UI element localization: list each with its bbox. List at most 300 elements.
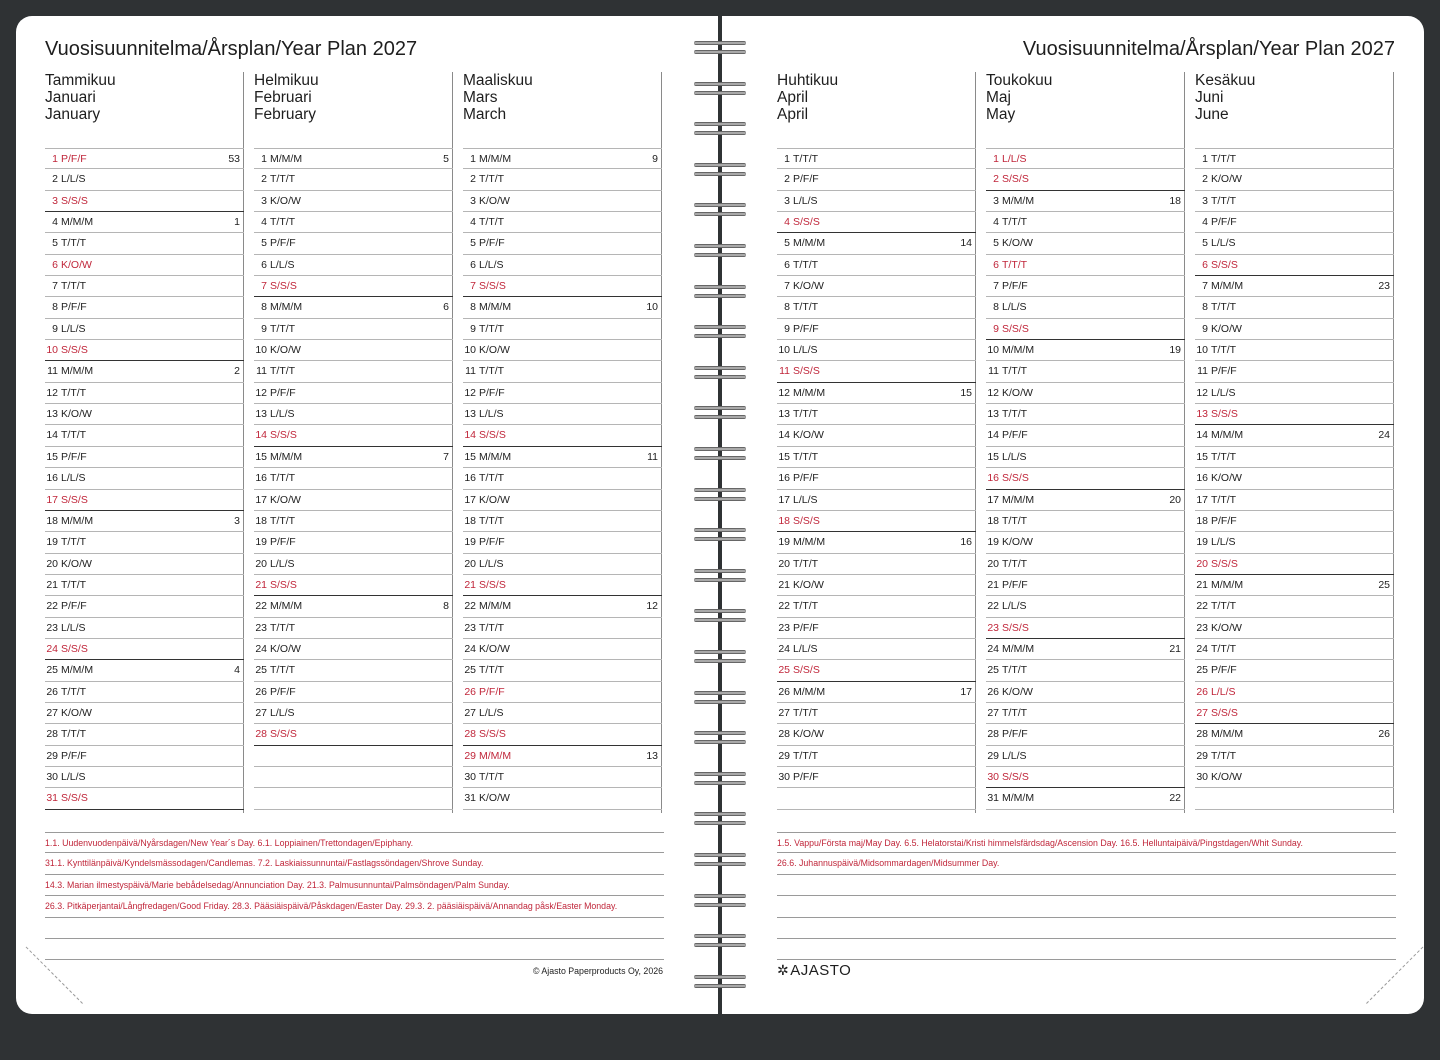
- binding-ring: [694, 487, 746, 503]
- day-row: [986, 767, 1185, 788]
- day-number: 13: [464, 408, 476, 421]
- day-row: [777, 596, 976, 617]
- week-number: 14: [960, 237, 972, 250]
- ring-wire: [694, 456, 746, 460]
- day-row: [986, 724, 1185, 745]
- month-name-line: June: [1195, 106, 1229, 123]
- day-number: 28: [1196, 728, 1208, 741]
- day-row: [986, 169, 1185, 190]
- day-row: [1195, 191, 1394, 212]
- day-number: 22: [778, 600, 790, 613]
- weekday-label: T/T/T: [793, 408, 819, 421]
- weekday-label: S/S/S: [479, 728, 506, 741]
- day-number: 24: [46, 642, 58, 655]
- day-number: 16: [464, 472, 476, 485]
- day-number: 26: [1196, 685, 1208, 698]
- day-number: 12: [464, 386, 476, 399]
- weekday-label: P/F/F: [270, 536, 296, 549]
- month-name-line: April: [777, 89, 809, 106]
- week-number: 7: [443, 450, 449, 463]
- day-row: [254, 703, 453, 724]
- weekday-label: L/L/S: [61, 770, 86, 783]
- day-row: [463, 404, 662, 425]
- day-row: [1195, 703, 1394, 724]
- day-row: [45, 554, 244, 575]
- note-line: [45, 875, 664, 896]
- ring-wire: [694, 812, 746, 816]
- day-number: 11: [256, 365, 267, 378]
- day-number: 28: [778, 728, 790, 741]
- day-row: [463, 297, 662, 318]
- week-number: 10: [646, 301, 658, 314]
- day-number: 25: [778, 664, 790, 677]
- day-row: [1195, 490, 1394, 511]
- weekday-label: M/M/M: [793, 536, 826, 549]
- day-row: [254, 788, 453, 809]
- day-row: [463, 575, 662, 596]
- day-number: 27: [46, 706, 58, 719]
- day-number: 13: [255, 408, 267, 421]
- day-list: [986, 148, 1185, 810]
- day-row: [254, 447, 453, 468]
- day-row: [1195, 554, 1394, 575]
- day-row: [1195, 447, 1394, 468]
- weekday-label: M/M/M: [793, 685, 826, 698]
- day-number: 20: [255, 557, 267, 570]
- day-number: 28: [46, 728, 58, 741]
- weekday-label: T/T/T: [1002, 408, 1028, 421]
- ring-wire: [694, 537, 746, 541]
- weekday-label: T/T/T: [479, 173, 505, 186]
- day-number: 8: [52, 301, 58, 314]
- weekday-label: T/T/T: [479, 514, 505, 527]
- ring-wire: [694, 41, 746, 45]
- day-row: [254, 660, 453, 681]
- day-row: [1195, 148, 1394, 169]
- weekday-label: T/T/T: [61, 386, 87, 399]
- day-list: [463, 148, 662, 810]
- binding-ring: [694, 608, 746, 624]
- weekday-label: K/O/W: [1002, 536, 1033, 549]
- day-row: [463, 703, 662, 724]
- ring-wire: [694, 618, 746, 622]
- weekday-label: T/T/T: [1002, 258, 1028, 271]
- day-row: [45, 255, 244, 276]
- weekday-label: S/S/S: [61, 493, 88, 506]
- weekday-label: L/L/S: [479, 258, 504, 271]
- day-row: [1195, 425, 1394, 446]
- day-number: 14: [987, 429, 999, 442]
- day-number: 29: [987, 749, 999, 762]
- weekday-label: T/T/T: [479, 770, 505, 783]
- day-row: [1195, 639, 1394, 660]
- day-number: 24: [1196, 642, 1208, 655]
- day-row: [1195, 618, 1394, 639]
- day-row: [777, 682, 976, 703]
- ring-wire: [694, 294, 746, 298]
- day-row: [254, 511, 453, 532]
- ring-wire: [694, 862, 746, 866]
- month-name-line: Mars: [463, 89, 498, 106]
- day-number: 30: [987, 770, 999, 783]
- note-line: [777, 875, 1396, 896]
- week-number: 9: [652, 153, 658, 165]
- ring-wire: [694, 447, 746, 451]
- day-number: 1: [784, 153, 790, 165]
- week-number: 23: [1378, 280, 1390, 293]
- weekday-label: M/M/M: [61, 365, 94, 378]
- day-number: 14: [778, 429, 790, 442]
- day-number: 3: [52, 194, 58, 207]
- day-number: 1: [470, 153, 476, 165]
- day-row: [986, 319, 1185, 340]
- day-row: [463, 447, 662, 468]
- holiday-note: 26.6. Juhannuspäivä/Midsommardagen/Midsummer Day.: [777, 858, 1000, 869]
- ring-wire: [694, 821, 746, 825]
- day-row: [777, 425, 976, 446]
- day-row: [777, 724, 976, 745]
- day-row: [986, 746, 1185, 767]
- day-row: [777, 746, 976, 767]
- day-row: [1195, 233, 1394, 254]
- weekday-label: S/S/S: [1002, 770, 1029, 783]
- weekday-label: M/M/M: [270, 450, 303, 463]
- day-number: 27: [1196, 706, 1208, 719]
- day-row: [254, 724, 453, 745]
- day-row: [777, 554, 976, 575]
- day-row: [777, 383, 976, 404]
- ring-wire: [694, 943, 746, 947]
- day-number: 29: [46, 749, 58, 762]
- day-number: 28: [255, 728, 267, 741]
- day-row: [463, 660, 662, 681]
- weekday-label: T/T/T: [1211, 749, 1237, 762]
- weekday-label: M/M/M: [1002, 493, 1035, 506]
- binding-ring: [694, 243, 746, 259]
- day-number: 13: [987, 408, 999, 421]
- weekday-label: S/S/S: [1211, 258, 1238, 271]
- copyright: © Ajasto Paperproducts Oy, 2026: [532, 966, 663, 976]
- day-row: [45, 575, 244, 596]
- day-row: [777, 788, 976, 809]
- weekday-label: K/O/W: [1002, 237, 1033, 250]
- month-name-line: Januari: [45, 89, 96, 106]
- note-line: [45, 918, 664, 939]
- day-number: 4: [993, 216, 999, 229]
- weekday-label: S/S/S: [270, 429, 297, 442]
- weekday-label: P/F/F: [1211, 216, 1237, 229]
- day-row: [254, 575, 453, 596]
- day-row: [1195, 212, 1394, 233]
- weekday-label: K/O/W: [61, 557, 92, 570]
- ring-wire: [694, 659, 746, 663]
- day-row: [777, 191, 976, 212]
- ring-wire: [694, 172, 746, 176]
- weekday-label: P/F/F: [270, 237, 296, 250]
- weekday-label: P/F/F: [270, 386, 296, 399]
- day-row: [777, 319, 976, 340]
- weekday-label: P/F/F: [793, 621, 819, 634]
- weekday-label: P/F/F: [1002, 429, 1028, 442]
- holiday-note: 14.3. Marian ilmestyspäivä/Marie bebådelsedag/Annunciation Day. 21.3. Palmusunnuntai/Palmsöndagen/Palm Sunday.: [45, 879, 510, 890]
- weekday-label: T/T/T: [1211, 194, 1237, 207]
- weekday-label: T/T/T: [1211, 153, 1237, 165]
- day-row: [254, 340, 453, 361]
- day-row: [45, 447, 244, 468]
- month-name-line: Helmikuu: [254, 72, 319, 89]
- day-number: 20: [46, 557, 58, 570]
- weekday-label: K/O/W: [270, 194, 301, 207]
- day-row: [45, 276, 244, 297]
- day-number: 9: [993, 322, 999, 335]
- day-number: 8: [261, 301, 267, 314]
- month-name-line: January: [45, 106, 101, 123]
- ring-wire: [694, 163, 746, 167]
- day-row: [45, 361, 244, 382]
- weekday-label: L/L/S: [479, 557, 504, 570]
- weekday-label: T/T/T: [793, 258, 819, 271]
- day-number: 15: [46, 450, 58, 463]
- day-row: [254, 468, 453, 489]
- day-number: 10: [46, 344, 58, 357]
- day-row: [1195, 169, 1394, 190]
- ring-wire: [694, 375, 746, 379]
- weekday-label: T/T/T: [270, 472, 296, 485]
- day-number: 3: [784, 194, 790, 207]
- ring-wire: [694, 894, 746, 898]
- note-line: [777, 853, 1396, 874]
- day-row: [463, 212, 662, 233]
- day-number: 10: [1196, 344, 1208, 357]
- day-number: 2: [52, 173, 58, 186]
- week-number: 18: [1169, 194, 1181, 207]
- weekday-label: T/T/T: [793, 600, 819, 613]
- day-row: [254, 425, 453, 446]
- day-row: [463, 767, 662, 788]
- day-row: [254, 490, 453, 511]
- month-name: [254, 72, 319, 123]
- day-number: 14: [46, 429, 58, 442]
- day-number: 1: [261, 153, 267, 165]
- day-list: [777, 148, 976, 810]
- weekday-label: M/M/M: [1002, 344, 1035, 357]
- day-row: [463, 511, 662, 532]
- weekday-label: M/M/M: [61, 216, 94, 229]
- day-number: 6: [52, 258, 58, 271]
- weekday-label: T/T/T: [61, 578, 87, 591]
- day-number: 8: [1202, 301, 1208, 314]
- day-row: [777, 532, 976, 553]
- weekday-label: T/T/T: [61, 536, 87, 549]
- weekday-label: K/O/W: [1211, 173, 1242, 186]
- note-line: [777, 918, 1396, 939]
- month-name-line: Huhtikuu: [777, 72, 839, 89]
- weekday-label: M/M/M: [479, 749, 512, 762]
- week-number: 19: [1169, 344, 1181, 357]
- day-number: 3: [1202, 194, 1208, 207]
- day-row: [463, 639, 662, 660]
- day-row: [45, 724, 244, 745]
- day-row: [777, 703, 976, 724]
- weekday-label: T/T/T: [61, 237, 87, 250]
- day-number: 22: [987, 600, 999, 613]
- weekday-label: M/M/M: [793, 386, 826, 399]
- weekday-label: M/M/M: [1211, 429, 1244, 442]
- weekday-label: L/L/S: [1002, 301, 1027, 314]
- day-number: 17: [987, 493, 999, 506]
- day-number: 6: [261, 258, 267, 271]
- ring-wire: [694, 853, 746, 857]
- week-number: 22: [1169, 792, 1181, 805]
- day-row: [463, 191, 662, 212]
- day-number: 5: [1202, 237, 1208, 250]
- day-row: [45, 746, 244, 767]
- day-row: [45, 233, 244, 254]
- day-row: [777, 468, 976, 489]
- weekday-label: K/O/W: [61, 258, 92, 271]
- weekday-label: M/M/M: [270, 301, 303, 314]
- day-number: 7: [470, 280, 476, 293]
- day-row: [986, 447, 1185, 468]
- day-number: 27: [464, 706, 476, 719]
- weekday-label: K/O/W: [793, 578, 824, 591]
- weekday-label: L/L/S: [270, 557, 295, 570]
- month-name: [986, 72, 1052, 123]
- ring-wire: [694, 740, 746, 744]
- day-row: [45, 532, 244, 553]
- day-row: [1195, 724, 1394, 745]
- binding-ring: [694, 284, 746, 300]
- day-row: [986, 703, 1185, 724]
- ring-wire: [694, 325, 746, 329]
- day-row: [777, 767, 976, 788]
- day-number: 14: [464, 429, 476, 442]
- day-row: [986, 361, 1185, 382]
- day-number: 30: [464, 770, 476, 783]
- holiday-note: 26.3. Pitkäperjantai/Långfredagen/Good Friday. 28.3. Pääsiäispäivä/Påskdagen/Easter Day. 29.3. 2. pääsiäispäivä/Annandag påsk/Easter Monday.: [45, 901, 618, 912]
- day-row: [45, 639, 244, 660]
- day-row: [777, 297, 976, 318]
- ring-wire: [694, 334, 746, 338]
- weekday-label: L/L/S: [479, 706, 504, 719]
- day-row: [1195, 276, 1394, 297]
- day-row: [45, 404, 244, 425]
- day-number: 24: [987, 642, 999, 655]
- day-number: 7: [52, 280, 58, 293]
- weekday-label: T/T/T: [270, 514, 296, 527]
- binding-ring: [694, 730, 746, 746]
- day-number: 24: [778, 642, 790, 655]
- day-number: 9: [470, 322, 476, 335]
- weekday-label: T/T/T: [479, 621, 505, 634]
- day-row: [1195, 532, 1394, 553]
- weekday-label: T/T/T: [1002, 557, 1028, 570]
- weekday-label: M/M/M: [1211, 280, 1244, 293]
- month-column: [45, 72, 244, 813]
- ring-wire: [694, 122, 746, 126]
- weekday-label: L/L/S: [270, 258, 295, 271]
- day-row: [254, 297, 453, 318]
- weekday-label: K/O/W: [793, 429, 824, 442]
- day-number: 12: [255, 386, 267, 399]
- note-line: [777, 832, 1396, 853]
- day-row: [986, 297, 1185, 318]
- weekday-label: T/T/T: [1002, 365, 1028, 378]
- weekday-label: K/O/W: [61, 408, 92, 421]
- ring-wire: [694, 781, 746, 785]
- day-row: [986, 468, 1185, 489]
- day-number: 17: [778, 493, 790, 506]
- day-row: [463, 596, 662, 617]
- week-number: 15: [960, 386, 972, 399]
- day-row: [254, 596, 453, 617]
- month-name-line: February: [254, 106, 317, 123]
- weekday-label: L/L/S: [1002, 749, 1027, 762]
- weekday-label: K/O/W: [1211, 322, 1242, 335]
- week-number: 8: [443, 600, 449, 613]
- weekday-label: T/T/T: [1211, 493, 1237, 506]
- month-name-line: Maj: [986, 89, 1011, 106]
- day-row: [777, 148, 976, 169]
- day-row: [254, 404, 453, 425]
- day-row: [463, 233, 662, 254]
- day-row: [777, 276, 976, 297]
- day-row: [463, 383, 662, 404]
- day-number: 16: [987, 472, 999, 485]
- ring-wire: [694, 488, 746, 492]
- weekday-label: S/S/S: [61, 194, 88, 207]
- day-number: 12: [46, 386, 58, 399]
- weekday-label: S/S/S: [479, 429, 506, 442]
- day-row: [777, 639, 976, 660]
- day-number: 10: [778, 344, 790, 357]
- binding-ring: [694, 365, 746, 381]
- weekday-label: K/O/W: [479, 642, 510, 655]
- ring-wire: [694, 569, 746, 573]
- weekday-label: T/T/T: [793, 301, 819, 314]
- day-row: [45, 319, 244, 340]
- day-number: 10: [255, 344, 267, 357]
- day-row: [777, 212, 976, 233]
- day-number: 4: [52, 216, 58, 229]
- weekday-label: T/T/T: [1211, 600, 1237, 613]
- day-row: [463, 788, 662, 809]
- weekday-label: K/O/W: [270, 344, 301, 357]
- day-row: [254, 682, 453, 703]
- day-row: [463, 276, 662, 297]
- day-row: [777, 340, 976, 361]
- day-number: 30: [778, 770, 790, 783]
- day-row: [1195, 383, 1394, 404]
- day-number: 31: [987, 792, 999, 805]
- day-number: 23: [255, 621, 267, 634]
- holiday-note: 31.1. Kynttilänpäivä/Kyndelsmässodagen/Candlemas. 7.2. Laskiaissunnuntai/Fastlagssöndagen/Shrove Sunday.: [45, 858, 484, 869]
- day-number: 8: [993, 301, 999, 314]
- day-row: [254, 276, 453, 297]
- day-row: [986, 618, 1185, 639]
- day-number: 15: [778, 450, 790, 463]
- day-number: 3: [261, 194, 267, 207]
- day-number: 22: [255, 600, 267, 613]
- day-number: 26: [255, 685, 267, 698]
- weekday-label: T/T/T: [1002, 664, 1028, 677]
- day-number: 17: [46, 493, 58, 506]
- day-row: [45, 148, 244, 169]
- weekday-label: T/T/T: [479, 472, 505, 485]
- day-number: 15: [255, 450, 267, 463]
- day-number: 26: [46, 685, 58, 698]
- day-row: [45, 596, 244, 617]
